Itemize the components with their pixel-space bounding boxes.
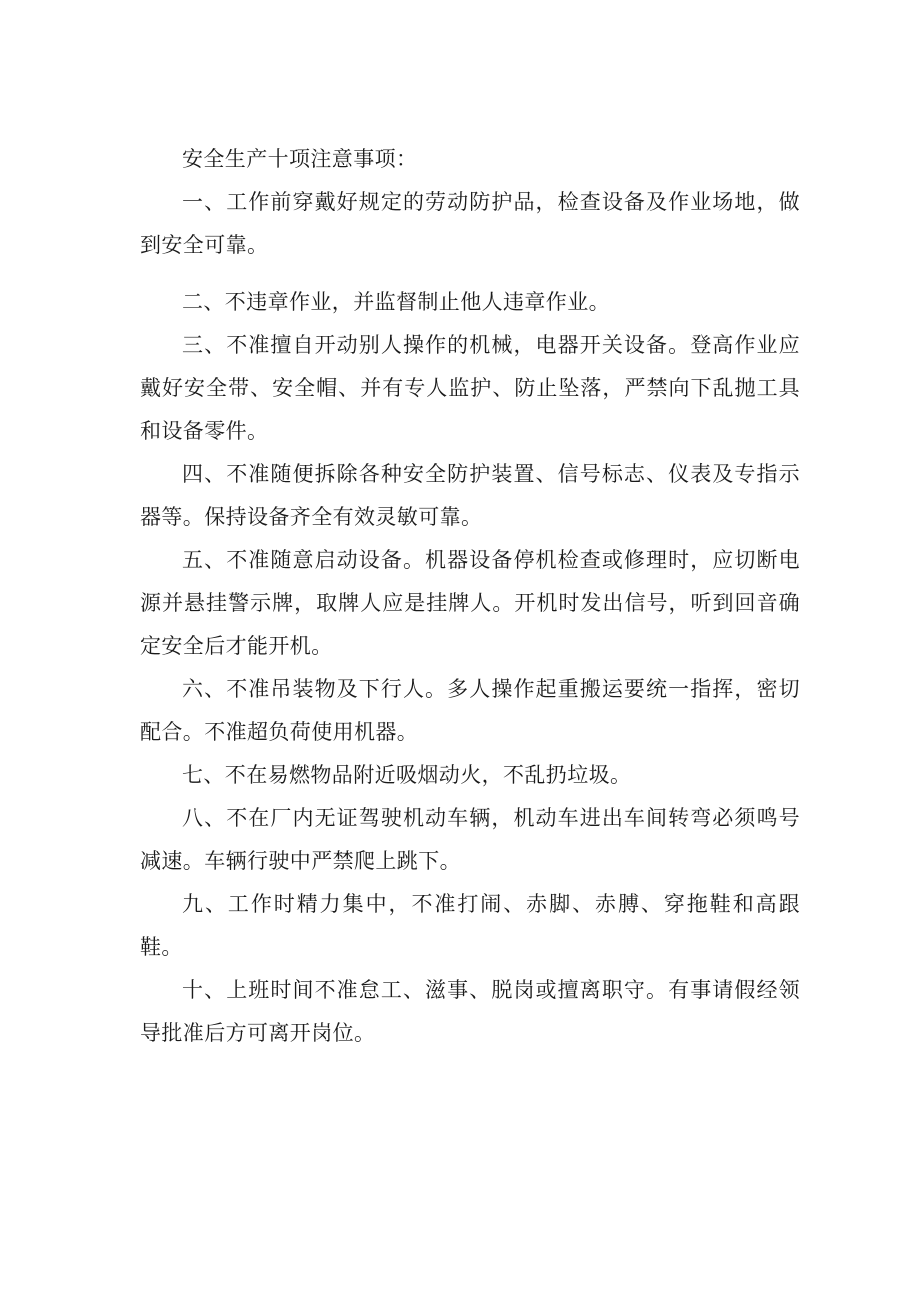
document-body (140, 138, 800, 1055)
rule-item-7: 七、不在易燃物品附近吸烟动火，不乱扔垃圾。 (182, 763, 632, 787)
rule-item-1: 一、工作前穿戴好规定的劳动防护品，检查设备及作业场地，做到安全可靠。 (140, 190, 800, 257)
rule-item-3: 三、不准擅自开动别人操作的机械，电器开关设备。登高作业应戴好安全带、安全帽、并有专人监护、防止坠落，严禁向下乱抛工具和设备零件。 (140, 333, 800, 443)
rule-item-8: 八、不在厂内无证驾驶机动车辆，机动车进出车间转弯必须鸣号减速。车辆行驶中严禁爬上跳下。 (140, 806, 800, 873)
rule-item-2: 二、不违章作业，并监督制止他人违章作业。 (182, 290, 610, 314)
rule-item-4: 四、不准随便拆除各种安全防护装置、信号标志、仪表及专指示器等。保持设备齐全有效灵敏可靠。 (140, 462, 800, 529)
document-heading: 安全生产十项注意事项： (182, 147, 418, 171)
rule-item-6: 六、不准吊装物及下行人。多人操作起重搬运要统一指挥，密切配合。不准超负荷使用机器。 (140, 677, 800, 744)
rule-item-5: 五、不准随意启动设备。机器设备停机检查或修理时，应切断电源并悬挂警示牌，取牌人应是挂牌人。开机时发出信号，听到回音确定安全后才能开机。 (140, 548, 800, 658)
rule-item-10: 十、上班时间不准怠工、滋事、脱岗或擅离职守。有事请假经领导批准后方可离开岗位。 (140, 978, 800, 1045)
rule-item-9: 九、工作时精力集中，不准打闹、赤脚、赤膊、穿拖鞋和高跟鞋。 (140, 892, 800, 959)
